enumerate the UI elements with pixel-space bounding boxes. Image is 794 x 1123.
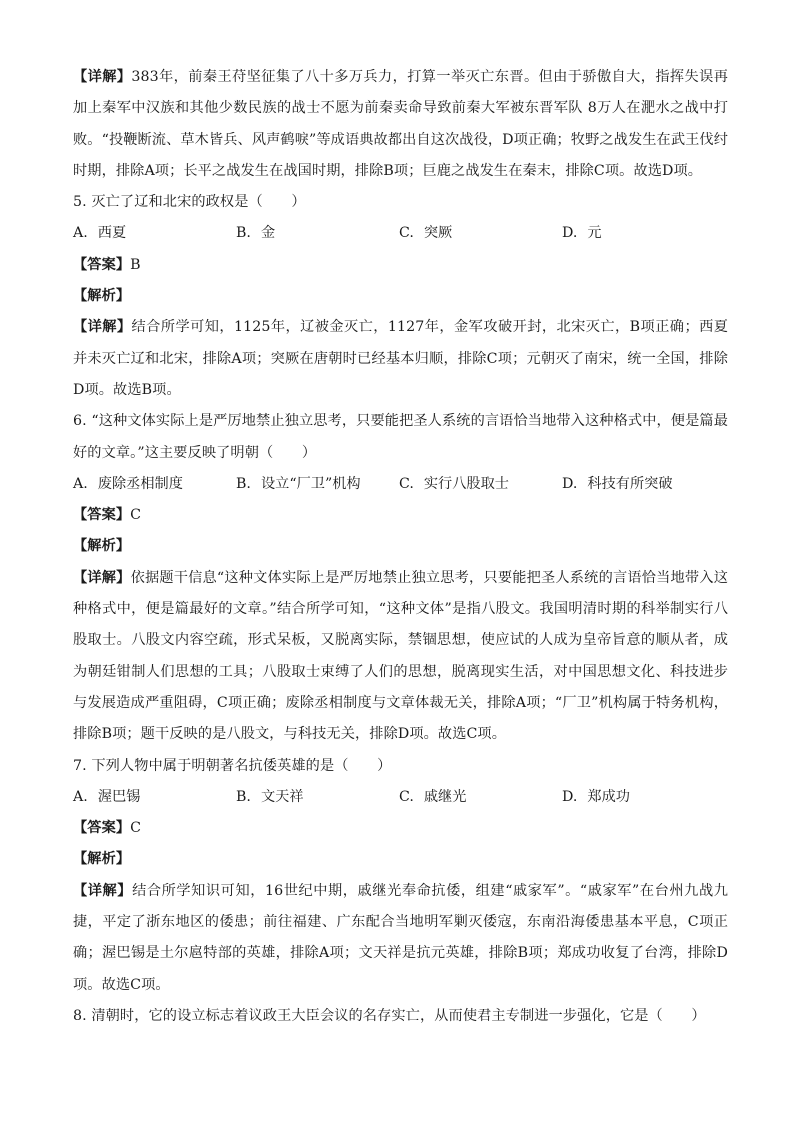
option-b: B. 金 xyxy=(236,225,276,242)
analysis-heading: 【解析】 xyxy=(73,851,131,868)
answer-options xyxy=(73,218,728,249)
explanation-paragraph xyxy=(73,312,728,406)
answer-tag: 【答案】 xyxy=(73,820,131,837)
option-a: A. 废除丞相制度 xyxy=(73,475,183,492)
option-c: C. 突厥 xyxy=(399,225,453,242)
option-c: C. 实行八股取士 xyxy=(399,475,509,492)
answer-tag: 【答案】 xyxy=(73,256,131,273)
answer-options xyxy=(73,782,728,813)
answer-value: C xyxy=(130,820,142,837)
option-b: B. 文天祥 xyxy=(236,788,304,805)
question-stem: 5. 灭亡了辽和北宋的政权是（ ） xyxy=(73,194,306,211)
detail-tag: 【详解】 xyxy=(73,569,131,586)
explanation-paragraph xyxy=(73,563,728,751)
option-a: A. 西夏 xyxy=(73,225,127,242)
question-stem: 8. 清朝时，它的设立标志着议政王大臣会议的名存实亡，从而使君主专制进一步强化，它是（ ） xyxy=(73,1007,706,1024)
answer-value: C xyxy=(130,507,142,524)
detail-tag: 【详解】 xyxy=(73,319,132,336)
option-c: C. 戚继光 xyxy=(399,788,467,805)
answer-line xyxy=(73,813,728,844)
answer-line xyxy=(73,250,728,281)
detail-text: 结合所学可知，1125年，辽被金灭亡，1127年，金军攻破开封，北宋灭亡，B项正确；西夏并未灭亡辽和北宋，排除A项；突厥在唐朝时已经基本归顺，排除C项；元朝灭了南宋，统一全国，排除D项。故选B项。 xyxy=(73,319,728,398)
question-stem: 7. 下列人物中属于明朝著名抗倭英雄的是（ ） xyxy=(73,757,392,774)
option-d: D. 元 xyxy=(562,225,602,242)
analysis-heading: 【解析】 xyxy=(73,288,131,305)
analysis-heading: 【解析】 xyxy=(73,538,131,555)
explanation-paragraph xyxy=(73,876,728,1001)
option-a: A. 渥巴锡 xyxy=(73,788,141,805)
detail-tag: 【详解】 xyxy=(73,69,132,85)
detail-text: 依据题干信息“这种文体实际上是严厉地禁止独立思考，只要能把圣人系统的言语恰当地带入这种格式中，便是篇最好的文章。”结合所学可知，“这种文体”是指八股文。我国明清时期的科举制实行八股取士。八股文内容空疏，形式呆板，又脱离实际，禁锢思想，使应试的人成为皇帝旨意的顺从者，成为朝廷钳制人们思想的工具；八股取士束缚了人们的思想，脱离现实生活，对中国思想文化、科技进步与发展造成严重阻碍，C项正确；废除丞相制度与文章体裁无关，排除A项；“厂卫”机构属于特务机构，排除B项；题干反映的是八股文，与科技无关，排除D项。故选C项。 xyxy=(73,569,728,743)
document-content xyxy=(73,62,728,1032)
option-d: D. 郑成功 xyxy=(562,788,630,805)
option-b: B. 设立“厂卫”机构 xyxy=(236,475,361,492)
detail-text: 383年，前秦王苻坚征集了八十多万兵力，打算一举灭亡东晋。但由于骄傲自大，指挥失误再加上秦军中汉族和其他少数民族的战士不愿为前秦卖命导致前秦大军被东晋军队 8万人在淝水之战中打败。“投鞭断流、草木皆兵、风声鹤唳”等成语典故都出自这次战役，D项正确；牧野之战发生在武王伐纣时期，排除A项；长平之战发生在战国时期，排除B项；巨鹿之战发生在秦末，排除C项。故选D项。 xyxy=(73,69,728,179)
detail-tag: 【详解】 xyxy=(73,882,133,899)
option-d: D. 科技有所突破 xyxy=(562,475,673,492)
answer-options xyxy=(73,469,728,500)
answer-value: B xyxy=(130,256,141,273)
explanation-paragraph xyxy=(73,62,728,187)
answer-line xyxy=(73,500,728,531)
question-stem: 6. “这种文体实际上是严厉地禁止独立思考，只要能把圣人系统的言语恰当地带入这种格式中，便是篇最好的文章。”这主要反映了明朝（ ） xyxy=(73,413,728,461)
answer-tag: 【答案】 xyxy=(73,507,131,524)
detail-text: 结合所学知识可知，16世纪中期，戚继光奉命抗倭，组建“戚家军”。“戚家军”在台州九战九捷，平定了浙东地区的倭患；前往福建、广东配合当地明军剿灭倭寇，东南沿海倭患基本平息，C项正确；渥巴锡是土尔扈特部的英雄，排除A项；文天祥是抗元英雄，排除B项；郑成功收复了台湾，排除D项。故选C项。 xyxy=(73,882,729,993)
